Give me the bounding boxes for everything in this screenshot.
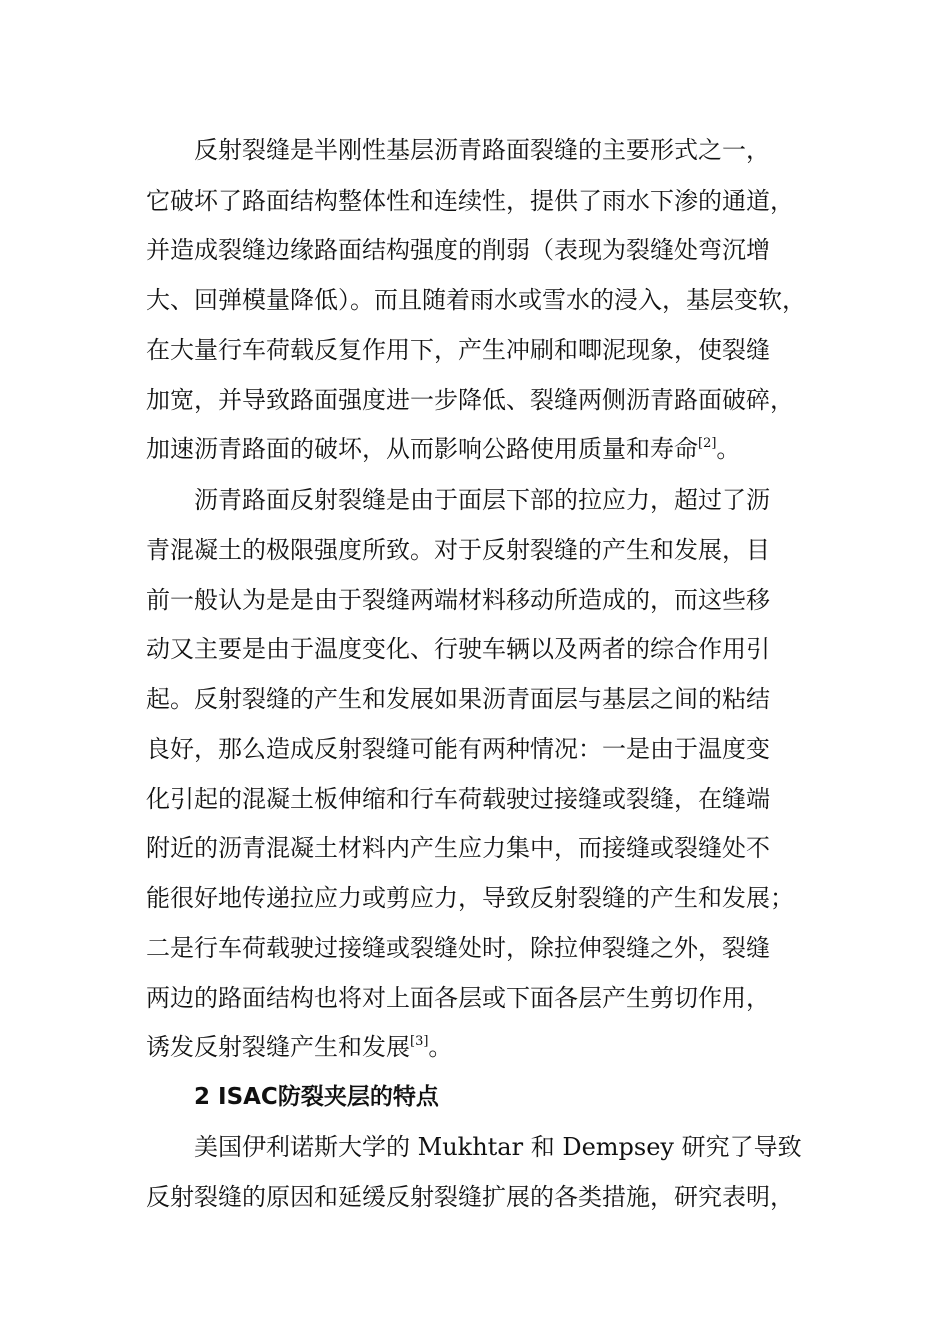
paragraph-2-line-9: 能很好地传递拉应力或剪应力，导致反射裂缝的产生和发展； <box>146 884 794 912</box>
citation-2: [2] <box>698 436 717 451</box>
paragraph-3-line-2: 反射裂缝的原因和延缓反射裂缝扩展的各类措施，研究表明， <box>146 1183 794 1211</box>
paragraph-2-line-1: 沥青路面反射裂缝是由于面层下部的拉应力，超过了沥 <box>194 486 770 514</box>
paragraph-2-line-4: 动又主要是由于温度变化、行驶车辆以及两者的综合作用引 <box>146 635 770 663</box>
paragraph-1-line-4: 大、回弹模量降低）。而且随着雨水或雪水的浸入，基层变软， <box>146 286 806 314</box>
paragraph-1-line-7 <box>146 434 826 464</box>
paragraph-3-line-1: 美国伊利诺斯大学的 Mukhtar 和 Dempsey 研究了导致 <box>194 1133 802 1161</box>
paragraph-1-line-6: 加宽，并导致路面强度进一步降低、裂缝两侧沥青路面破碎， <box>146 386 794 414</box>
paragraph-1-line-7-text: 加速沥青路面的破坏，从而影响公路使用质量和寿命 <box>146 435 698 463</box>
paragraph-2-line-7: 化引起的混凝土板伸缩和行车荷载驶过接缝或裂缝，在缝端 <box>146 785 770 813</box>
paragraph-1-end: 。 <box>716 435 741 463</box>
paragraph-2-line-12-text: 诱发反射裂缝产生和发展 <box>146 1033 410 1061</box>
citation-3: [3] <box>410 1034 429 1049</box>
paragraph-2-line-2: 青混凝土的极限强度所致。对于反射裂缝的产生和发展，目 <box>146 536 770 564</box>
paragraph-2-line-11: 两边的路面结构也将对上面各层或下面各层产生剪切作用， <box>146 984 770 1012</box>
paragraph-1-line-2: 它破坏了路面结构整体性和连续性，提供了雨水下渗的通道， <box>146 187 794 215</box>
paragraph-1-line-5: 在大量行车荷载反复作用下，产生冲刷和唧泥现象，使裂缝 <box>146 336 770 364</box>
paragraph-2-end: 。 <box>428 1033 453 1061</box>
section-heading: 2 ISAC防裂夹层的特点 <box>194 1084 439 1110</box>
paragraph-1-line-3: 并造成裂缝边缘路面结构强度的削弱（表现为裂缝处弯沉增 <box>146 236 770 264</box>
paragraph-2-line-8: 附近的沥青混凝土材料内产生应力集中，而接缝或裂缝处不 <box>146 834 770 862</box>
paragraph-2-line-3: 前一般认为是是由于裂缝两端材料移动所造成的，而这些移 <box>146 586 770 614</box>
paragraph-1-line-1: 反射裂缝是半刚性基层沥青路面裂缝的主要形式之一， <box>194 136 770 164</box>
paragraph-2-line-10: 二是行车荷载驶过接缝或裂缝处时，除拉伸裂缝之外，裂缝 <box>146 934 770 962</box>
paragraph-2-line-5: 起。反射裂缝的产生和发展如果沥青面层与基层之间的粘结 <box>146 685 770 713</box>
paragraph-2-line-12 <box>146 1032 826 1062</box>
paragraph-2-line-6: 良好，那么造成反射裂缝可能有两种情况：一是由于温度变 <box>146 735 770 763</box>
